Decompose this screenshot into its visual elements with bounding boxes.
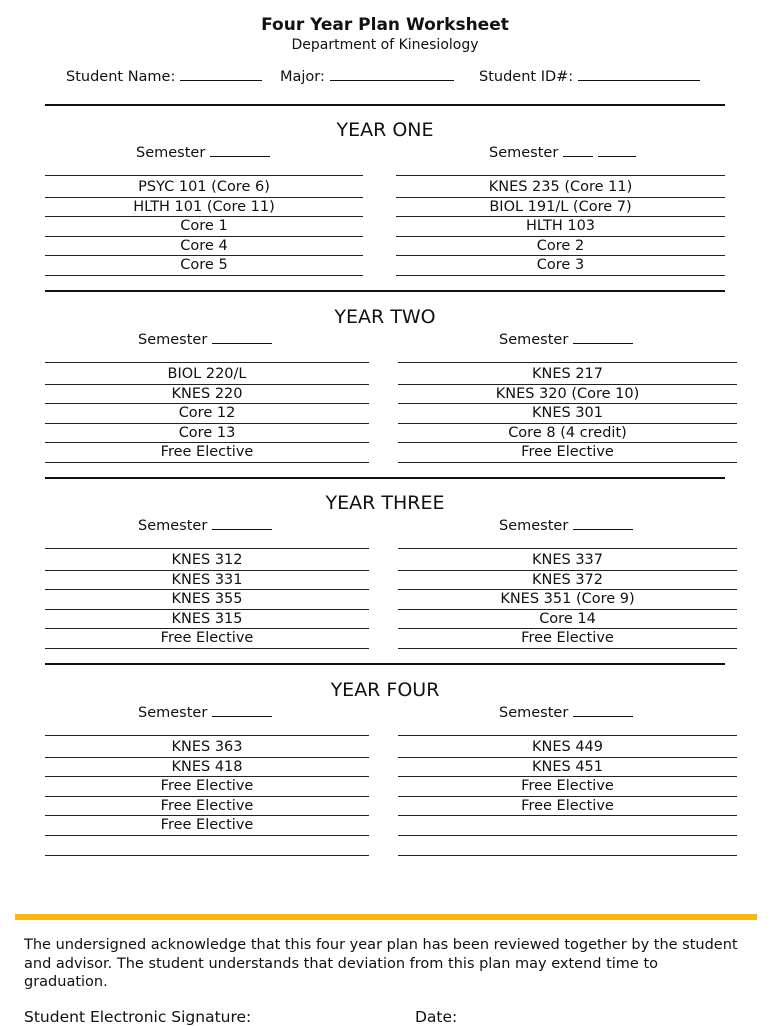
section-divider bbox=[45, 104, 725, 106]
course-list-left-year-one bbox=[45, 175, 363, 276]
semester-left-year-three bbox=[138, 515, 272, 534]
course-slot[interactable]: KNES 217 bbox=[398, 365, 737, 385]
accent-bar bbox=[15, 914, 757, 920]
course-slot[interactable]: KNES 363 bbox=[45, 738, 369, 758]
course-list-left-year-two bbox=[45, 362, 369, 463]
semester-label: Semester bbox=[138, 332, 208, 348]
student-info-row bbox=[66, 66, 720, 88]
course-slot[interactable]: HLTH 103 bbox=[396, 217, 725, 237]
semester-right-year-three bbox=[499, 515, 633, 534]
semester-left-year-one bbox=[136, 142, 270, 161]
course-slot[interactable]: Free Elective bbox=[45, 816, 369, 836]
student-name-group bbox=[66, 66, 262, 85]
semester-left-year-two bbox=[138, 329, 272, 348]
semester-label: Semester bbox=[136, 145, 206, 161]
course-list-right-year-four bbox=[398, 735, 737, 856]
date-label: Date: bbox=[415, 1008, 458, 1026]
course-slot[interactable]: Free Elective bbox=[45, 777, 369, 797]
student-signature-label: Student Electronic Signature: bbox=[24, 1008, 252, 1026]
course-slot[interactable]: Core 12 bbox=[45, 404, 369, 424]
page-title: Four Year Plan Worksheet bbox=[261, 15, 509, 35]
course-slot[interactable]: Core 8 (4 credit) bbox=[398, 424, 737, 444]
course-slot[interactable]: BIOL 191/L (Core 7) bbox=[396, 198, 725, 218]
section-divider bbox=[45, 290, 725, 292]
course-list-top-line bbox=[398, 362, 737, 363]
semester-right-year-one bbox=[489, 142, 636, 161]
course-slot[interactable]: BIOL 220/L bbox=[45, 365, 369, 385]
student-name-field[interactable] bbox=[180, 66, 262, 81]
major-field[interactable] bbox=[330, 66, 454, 81]
year-three-title: YEAR THREE bbox=[325, 492, 445, 514]
course-slot[interactable]: Free Elective bbox=[45, 629, 369, 649]
semester-year-field[interactable] bbox=[598, 142, 636, 157]
course-slot[interactable]: Free Elective bbox=[398, 797, 737, 817]
semester-field[interactable] bbox=[212, 515, 272, 530]
course-slot[interactable]: Core 2 bbox=[396, 237, 725, 257]
section-divider bbox=[45, 477, 725, 479]
worksheet-header bbox=[0, 14, 770, 54]
course-slot[interactable]: Core 14 bbox=[398, 610, 737, 630]
semester-label: Semester bbox=[138, 705, 208, 721]
course-list-left-year-four bbox=[45, 735, 369, 856]
course-slot[interactable]: KNES 355 bbox=[45, 590, 369, 610]
semester-label: Semester bbox=[499, 518, 569, 534]
course-slot[interactable]: Core 13 bbox=[45, 424, 369, 444]
course-slot[interactable] bbox=[398, 816, 737, 836]
course-list-top-line bbox=[45, 548, 369, 549]
semester-field[interactable] bbox=[573, 702, 633, 717]
course-slot[interactable]: Core 3 bbox=[396, 256, 725, 276]
semester-field[interactable] bbox=[210, 142, 270, 157]
course-list-top-line bbox=[45, 735, 369, 736]
course-slot[interactable]: HLTH 101 (Core 11) bbox=[45, 198, 363, 218]
course-list-top-line bbox=[398, 735, 737, 736]
year-four-title: YEAR FOUR bbox=[330, 679, 440, 701]
course-slot[interactable]: Free Elective bbox=[398, 777, 737, 797]
course-list-left-year-three bbox=[45, 548, 369, 649]
course-slot[interactable]: KNES 315 bbox=[45, 610, 369, 630]
course-slot[interactable]: KNES 337 bbox=[398, 551, 737, 571]
course-slot[interactable]: KNES 312 bbox=[45, 551, 369, 571]
semester-label: Semester bbox=[138, 518, 208, 534]
semester-right-year-four bbox=[499, 702, 633, 721]
course-slot[interactable]: KNES 220 bbox=[45, 385, 369, 405]
course-slot[interactable]: KNES 449 bbox=[398, 738, 737, 758]
semester-field[interactable] bbox=[212, 702, 272, 717]
acknowledgement-text: The undersigned acknowledge that this four year plan has been reviewed together by the student and advisor. The student understands that deviation from this plan may extend time to graduation. bbox=[24, 937, 738, 990]
semester-label: Semester bbox=[499, 332, 569, 348]
course-list-top-line bbox=[396, 175, 725, 176]
major-group bbox=[280, 66, 454, 85]
course-list-right-year-three bbox=[398, 548, 737, 649]
course-slot[interactable]: KNES 320 (Core 10) bbox=[398, 385, 737, 405]
course-slot[interactable]: KNES 331 bbox=[45, 571, 369, 591]
course-slot[interactable] bbox=[45, 836, 369, 856]
semester-field[interactable] bbox=[212, 329, 272, 344]
student-id-group bbox=[479, 66, 700, 85]
course-list-right-year-one bbox=[396, 175, 725, 276]
section-divider bbox=[45, 663, 725, 665]
semester-left-year-four bbox=[138, 702, 272, 721]
semester-field[interactable] bbox=[563, 142, 593, 157]
course-slot[interactable]: KNES 451 bbox=[398, 758, 737, 778]
semester-field[interactable] bbox=[573, 515, 633, 530]
course-slot[interactable]: Free Elective bbox=[45, 797, 369, 817]
course-slot[interactable]: Core 1 bbox=[45, 217, 363, 237]
student-name-label: Student Name: bbox=[66, 69, 176, 85]
semester-label: Semester bbox=[489, 145, 559, 161]
course-slot[interactable]: KNES 418 bbox=[45, 758, 369, 778]
course-list-top-line bbox=[398, 548, 737, 549]
semester-right-year-two bbox=[499, 329, 633, 348]
course-list-right-year-two bbox=[398, 362, 737, 463]
department-subtitle: Department of Kinesiology bbox=[291, 37, 479, 53]
semester-label: Semester bbox=[499, 705, 569, 721]
major-label: Major: bbox=[280, 69, 325, 85]
course-slot[interactable]: Free Elective bbox=[398, 629, 737, 649]
course-slot[interactable]: Core 5 bbox=[45, 256, 363, 276]
course-slot[interactable] bbox=[398, 836, 737, 856]
course-slot[interactable]: Core 4 bbox=[45, 237, 363, 257]
course-slot[interactable]: Free Elective bbox=[45, 443, 369, 463]
student-id-field[interactable] bbox=[578, 66, 700, 81]
student-id-label: Student ID#: bbox=[479, 69, 574, 85]
semester-field[interactable] bbox=[573, 329, 633, 344]
year-one-title: YEAR ONE bbox=[336, 119, 434, 141]
course-slot[interactable]: KNES 351 (Core 9) bbox=[398, 590, 737, 610]
course-list-top-line bbox=[45, 175, 363, 176]
course-slot[interactable]: Free Elective bbox=[398, 443, 737, 463]
course-slot[interactable]: KNES 372 bbox=[398, 571, 737, 591]
course-list-top-line bbox=[45, 362, 369, 363]
course-slot[interactable]: KNES 301 bbox=[398, 404, 737, 424]
course-slot[interactable]: KNES 235 (Core 11) bbox=[396, 178, 725, 198]
course-slot[interactable]: PSYC 101 (Core 6) bbox=[45, 178, 363, 198]
year-two-title: YEAR TWO bbox=[334, 306, 436, 328]
